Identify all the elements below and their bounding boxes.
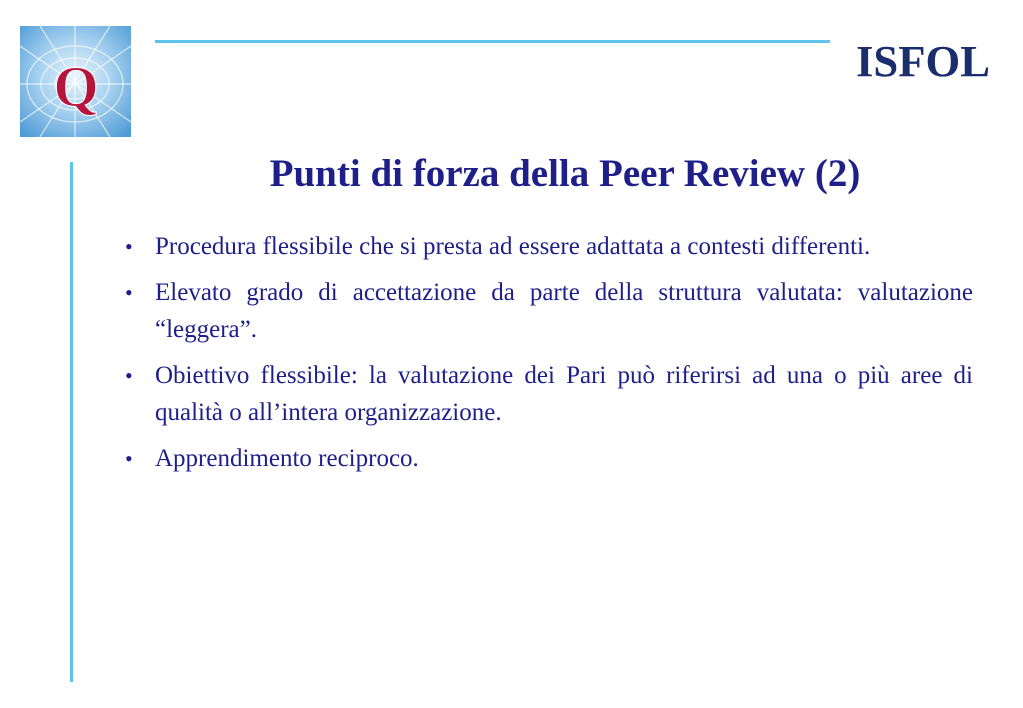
- slide-title: Punti di forza della Peer Review (2): [269, 152, 861, 195]
- q-emblem-letter: Q: [53, 54, 99, 119]
- bullet-icon: •: [125, 446, 133, 471]
- bullet-text: Obiettivo flessibile: la valutazione dei Pari può riferirsi ad una o più aree di qualità o all’intera organizzazione.: [155, 362, 973, 426]
- bullet-text: Apprendimento reciproco.: [155, 445, 419, 472]
- bullet-item: [125, 274, 973, 348]
- left-divider: [70, 162, 73, 682]
- bullet-icon: •: [125, 280, 133, 305]
- top-divider: [155, 40, 830, 43]
- bullet-icon: •: [125, 234, 133, 259]
- q-emblem-logo: [20, 26, 131, 137]
- q-emblem-icon: [20, 26, 131, 137]
- bullet-item: [125, 357, 973, 431]
- bullet-text: Elevato grado di accettazione da parte della struttura valutata: valutazione “leggera”.: [155, 279, 973, 343]
- bullet-text: Procedura flessibile che si presta ad essere adattata a contesti differenti.: [155, 233, 871, 260]
- bullet-icon: •: [125, 363, 133, 388]
- bullet-list: [125, 228, 973, 486]
- isfol-logo-icon: [852, 28, 997, 98]
- isfol-logo: [852, 28, 997, 98]
- isfol-logo-text: ISFOL: [856, 37, 990, 86]
- bullet-item: [125, 440, 973, 477]
- bullet-item: [125, 228, 973, 265]
